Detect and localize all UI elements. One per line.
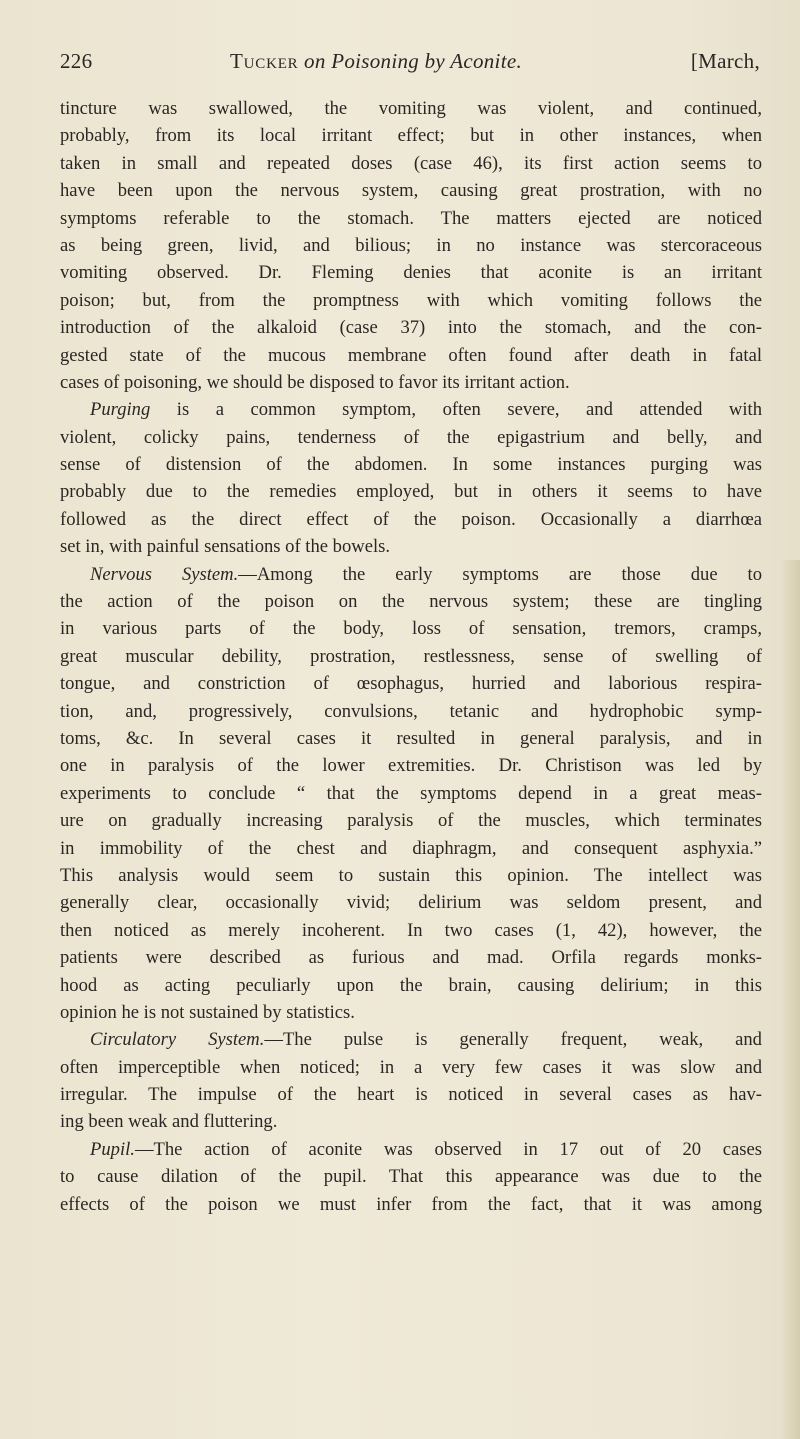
line-text: probably, from its local irritant effect; but in other instances, when: [60, 125, 762, 147]
text-line: [60, 396, 762, 423]
text-line: [60, 835, 762, 862]
text-line: [60, 314, 762, 341]
line-text: violent, colicky pains, tenderness of the epigastrium and belly, and: [60, 426, 762, 448]
text-line: [60, 95, 762, 122]
line-text: irregular. The impulse of the heart is noticed in several cases as hav-: [60, 1084, 762, 1106]
line-text: opinion he is not sustained by statistics.: [60, 1001, 355, 1023]
running-title: [230, 49, 522, 74]
page-number: 226: [60, 49, 93, 73]
text-line: [60, 122, 762, 149]
line-text: set in, with painful sensations of the bowels.: [60, 536, 390, 558]
line-text: toms, &c. In several cases it resulted in general paralysis, and in: [60, 727, 762, 749]
line-text: tongue, and constriction of œsophagus, hurried and laborious respira-: [60, 673, 762, 695]
line-text: tion, and, progressively, convulsions, tetanic and hydrophobic symp-: [60, 700, 762, 722]
page-edge-shadow: [780, 560, 800, 1439]
line-text: is a common symptom, often severe, and attended with: [150, 399, 762, 421]
text-line: [60, 1026, 762, 1053]
text-line: [60, 232, 762, 259]
line-text: in various parts of the body, loss of sensation, tremors, cramps,: [60, 618, 762, 640]
line-text: have been upon the nervous system, causing great prostration, with no: [60, 180, 762, 202]
text-line: [60, 1191, 762, 1218]
line-text: cases of poisoning, we should be disposed to favor its irritant action.: [60, 371, 570, 393]
line-text: the action of the poison on the nervous system; these are tingling: [60, 591, 762, 613]
line-text: tincture was swallowed, the vomiting was violent, and continued,: [60, 98, 762, 119]
line-text: ure on gradually increasing paralysis of the muscles, which terminates: [60, 810, 762, 832]
line-text: then noticed as merely incoherent. In two cases (1, 42), however, the: [60, 919, 762, 941]
text-line: [60, 944, 762, 971]
section-heading: Circulatory System.: [90, 1029, 265, 1051]
text-line: [60, 780, 762, 807]
text-line: [60, 533, 762, 560]
line-text: in immobility of the chest and diaphragm, and consequent asphyxia.”: [60, 837, 762, 859]
running-title-connector: on: [304, 49, 326, 73]
text-line: [60, 615, 762, 642]
text-line: [60, 725, 762, 752]
text-line: [60, 917, 762, 944]
text-line: [60, 369, 762, 396]
line-text: gested state of the mucous membrane often found after death in fatal: [60, 344, 762, 366]
text-line: [60, 999, 762, 1026]
text-line: [60, 1136, 762, 1163]
line-text: followed as the direct effect of the poison. Occasionally a diarrhœa: [60, 508, 762, 530]
line-text: introduction of the alkaloid (case 37) into the stomach, and the con-: [60, 317, 762, 339]
text-line: [60, 561, 762, 588]
line-text: —Among the early symptoms are those due to: [238, 563, 763, 585]
line-text: probably due to the remedies employed, but in others it seems to have: [60, 481, 762, 503]
line-text: often imperceptible when noticed; in a very few cases it was slow and: [60, 1056, 762, 1078]
text-line: [60, 1081, 762, 1108]
line-text: poison; but, from the promptness with which vomiting follows the: [60, 289, 762, 311]
line-text: experiments to conclude “ that the symptoms depend in a great meas-: [60, 782, 762, 804]
text-line: [60, 1163, 762, 1190]
text-line: [60, 807, 762, 834]
text-line: [60, 1108, 762, 1135]
line-text: generally clear, occasionally vivid; delirium was seldom present, and: [60, 892, 762, 914]
line-text: vomiting observed. Dr. Fleming denies that aconite is an irritant: [60, 262, 762, 284]
text-line: [60, 752, 762, 779]
text-line: [60, 259, 762, 286]
line-text: This analysis would seem to sustain this opinion. The intellect was: [60, 864, 762, 886]
running-header-month: [March,: [690, 49, 760, 73]
section-heading: Nervous System.: [90, 563, 239, 585]
text-line: [60, 424, 762, 451]
body-text: [60, 95, 762, 1218]
text-line: [60, 670, 762, 697]
line-text: ing been weak and fluttering.: [60, 1111, 278, 1133]
text-line: [60, 972, 762, 999]
line-text: taken in small and repeated doses (case 46), its first action seems to: [60, 152, 762, 174]
text-line: [60, 451, 762, 478]
text-line: [60, 889, 762, 916]
text-line: [60, 205, 762, 232]
line-text: patients were described as furious and mad. Orfila regards monks-: [60, 947, 762, 969]
line-text: —The pulse is generally frequent, weak, and: [264, 1029, 762, 1051]
text-line: [60, 1054, 762, 1081]
running-header: [60, 49, 760, 79]
line-text: sense of distension of the abdomen. In some instances purging was: [60, 454, 762, 476]
text-line: [60, 342, 762, 369]
text-line: [60, 862, 762, 889]
line-text: one in paralysis of the lower extremities. Dr. Christison was led by: [60, 755, 762, 777]
line-text: great muscular debility, prostration, restlessness, sense of swelling of: [60, 645, 762, 667]
running-title-work: Poisoning by Aconite.: [331, 49, 523, 73]
section-heading: Pupil.: [90, 1138, 135, 1160]
text-line: [60, 698, 762, 725]
text-line: [60, 177, 762, 204]
text-line: [60, 506, 762, 533]
running-title-author: Tucker: [230, 49, 299, 73]
text-line: [60, 150, 762, 177]
text-line: [60, 478, 762, 505]
line-text: to cause dilation of the pupil. That this appearance was due to the: [60, 1166, 762, 1188]
section-heading: Purging: [90, 399, 151, 421]
line-text: as being green, livid, and bilious; in no instance was stercoraceous: [60, 234, 762, 256]
line-text: —The action of aconite was observed in 17 out of 20 cases: [134, 1138, 762, 1160]
line-text: effects of the poison we must infer from the fact, that it was among: [60, 1193, 762, 1215]
line-text: hood as acting peculiarly upon the brain, causing delirium; in this: [60, 974, 762, 996]
text-line: [60, 588, 762, 615]
line-text: symptoms referable to the stomach. The matters ejected are noticed: [60, 207, 762, 229]
text-line: [60, 287, 762, 314]
text-line: [60, 643, 762, 670]
